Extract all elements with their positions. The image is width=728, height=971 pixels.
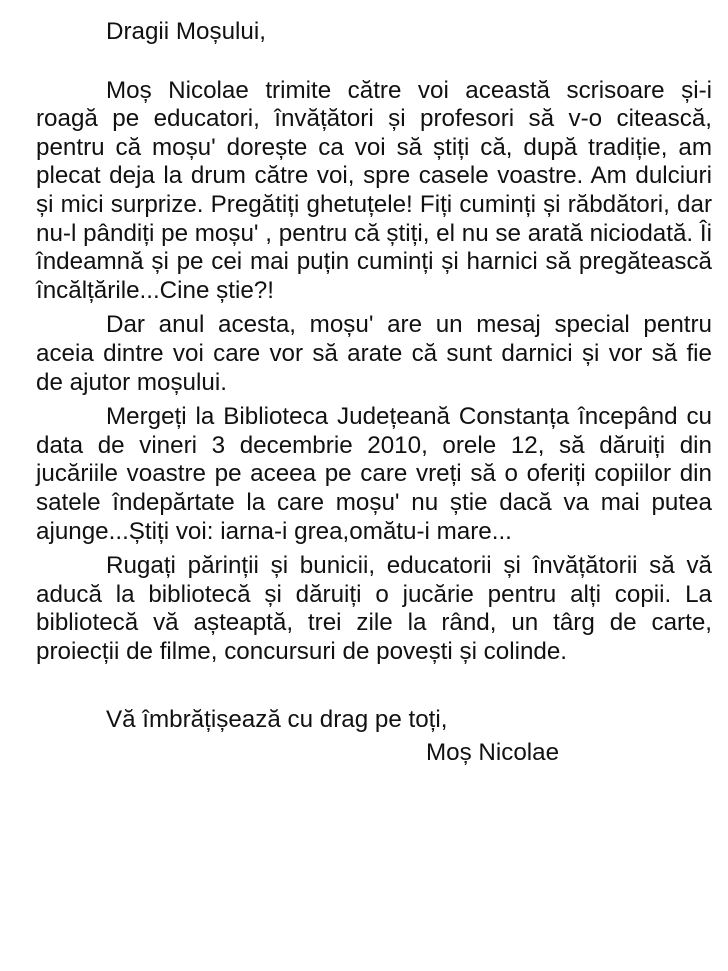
letter-greeting: Dragii Moșului,	[106, 18, 266, 45]
letter-paragraph: Moș Nicolae trimite către voi această scrisoare și-i roagă pe educatori, învățători și profesori să v-o citească, pentru că moșu' dorește ca voi să știți că, după tradiție, am plecat deja la drum către voi, spre casele voastre. Am dulciuri și mici surprize. Pregătiți ghetuțele! Fiți cuminți și răbdători, dar nu-l pândiți pe moșu' , pentru că știți, el nu se arată niciodată. Îi îndeamnă și pe cei mai puțin cuminți și harnici să pregătească încălțările...Cine știe?!	[36, 76, 712, 304]
letter-signature: Moș Nicolae	[426, 739, 560, 767]
letter-paragraph: Rugați părinții și bunicii, educatorii și învățătorii să vă aducă la bibliotecă și dăruiți o jucărie pentru alți copii. La bibliotecă vă așteaptă, trei zile la rând, un târg de carte, proiecții de filme, concursuri de povești și colinde.	[36, 552, 712, 665]
letter-closing: Vă îmbrățișează cu drag pe toți,	[106, 706, 448, 734]
letter-paragraph: Mergeți la Biblioteca Județeană Constanța începând cu data de vineri 3 decembrie 2010, orele 12, să dăruiți din jucăriile voastre pe aceea pe care vreți să o oferiți copiilor din satele îndepărtate la care moșu' nu știe dacă va mai putea ajunge...Știți voi: iarna-i grea,omătu-i mare...	[36, 403, 712, 545]
letter-body	[36, 18, 712, 768]
letter-paragraph: Dar anul acesta, moșu' are un mesaj special pentru aceia dintre voi care vor să arate că sunt darnici și vor să fie de ajutor moșului.	[36, 311, 712, 396]
